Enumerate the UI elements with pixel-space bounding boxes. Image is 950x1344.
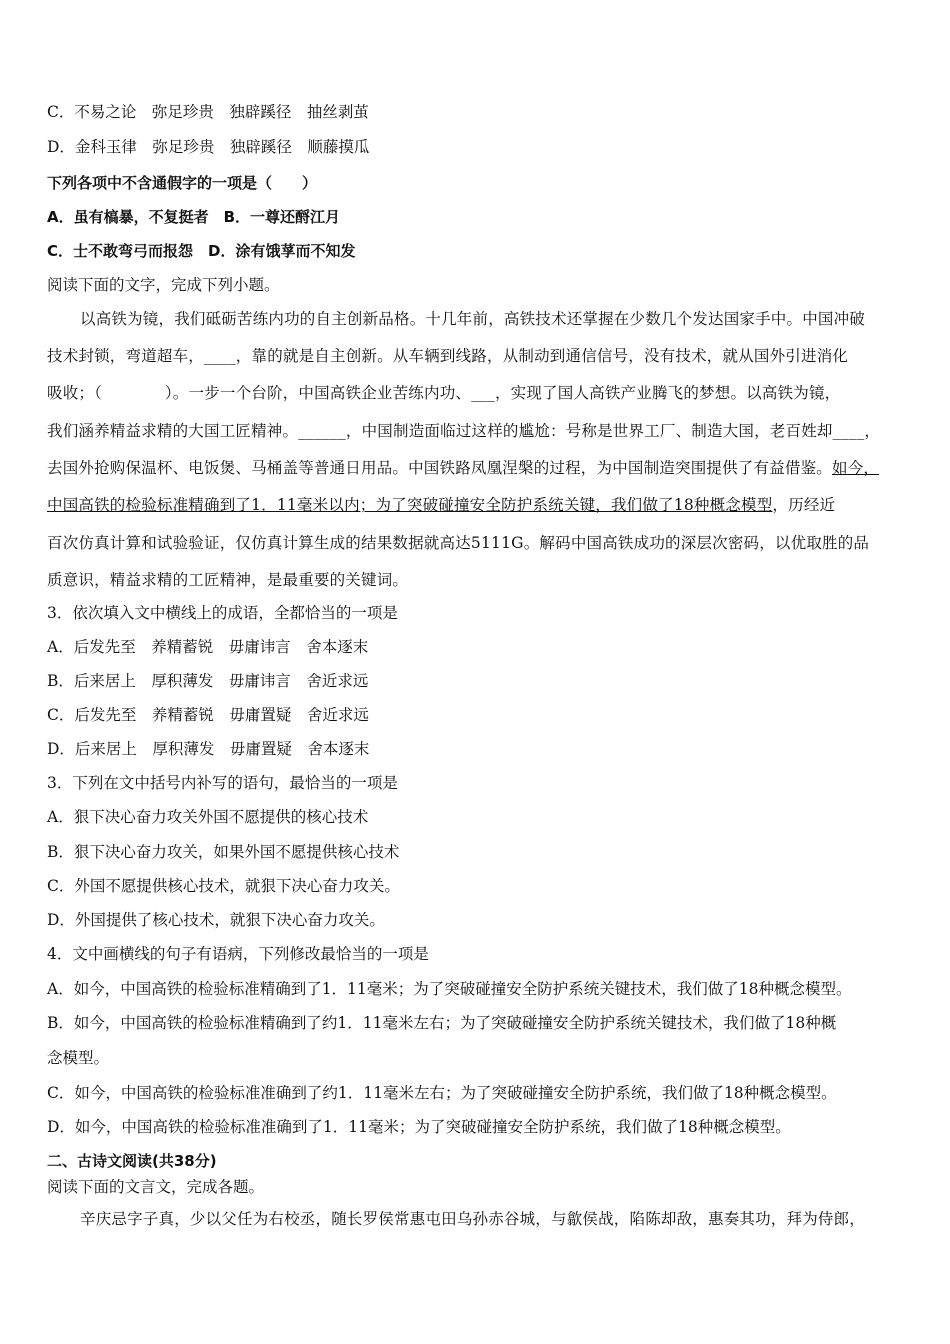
question-4-option-b-line-1: B．如今，中国高铁的检验标准精确到了约1．11毫米左右；为了突破碰撞安全防护系统关键技术，我们做了18种概	[47, 1014, 837, 1032]
passage-line-6-tail: ，历经近	[772, 496, 836, 514]
question-3a-stem: 3．依次填入文中横线上的成语，全都恰当的一项是	[47, 604, 398, 622]
question-4-option-d: D．如今，中国高铁的检验标准准确到了1．11毫米；为了突破碰撞安全防护系统，我们做了18种概念模型。	[47, 1118, 791, 1136]
passage-line-4: 我们涵养精益求精的大国工匠精神。______，中国制造面临过这样的尴尬：号称是世界工厂、制造大国，老百姓却____，	[47, 422, 881, 440]
passage-line-8: 质意识，精益求精的工匠精神，是最重要的关键词。	[47, 571, 409, 589]
question-3a-option-b: B．后来居上 厚积薄发 毋庸讳言 舍近求远	[47, 672, 369, 690]
passage-line-2: 技术封锁，弯道超车，____，靠的就是自主创新。从车辆到线路，从制动到通信信号，没有技术，就从国外引进消化	[47, 347, 849, 365]
question-3a-option-d: D．后来居上 厚积薄发 毋庸置疑 舍本逐末	[47, 740, 370, 758]
reading-instruction: 阅读下面的文字，完成下列小题。	[47, 276, 280, 294]
passage-line-7: 百次仿真计算和试验验证，仅仿真计算生成的结果数据就高达5111G。解码中国高铁成功的深层次密码，以优取胜的品	[47, 534, 870, 552]
question-3b-option-a: A．狠下决心奋力攻关外国不愿提供的核心技术	[47, 808, 369, 826]
section-2-instruction: 阅读下面的文言文，完成各题。	[47, 1178, 265, 1196]
passage-line-5-text: 去国外抢购保温杯、电饭煲、马桶盖等普通日用品。中国铁路凤凰涅槃的过程，为中国制造突围提供了有益借鉴。	[47, 459, 833, 477]
question-3a-option-a: A．后发先至 养精蓄锐 毋庸讳言 舍本逐末	[47, 638, 369, 656]
question-4-option-a: A．如今，中国高铁的检验标准精确到了1．11毫米；为了突破碰撞安全防护系统关键技术，我们做了18种概念模型。	[47, 980, 852, 998]
passage-line-1: 以高铁为镜，我们砥砺苦练内功的自主创新品格。十几年前，高铁技术还掌握在少数几个发达国家手中。中国冲破	[80, 310, 866, 328]
question-4-option-c: C．如今，中国高铁的检验标准准确到了约1．11毫米左右；为了突破碰撞安全防护系统，我们做了18种概念模型。	[47, 1084, 837, 1102]
question-4-option-b-line-2: 念模型。	[47, 1049, 110, 1067]
question-stem-tongjia: 下列各项中不含通假字的一项是（ ）	[47, 174, 318, 192]
passage-line-5	[47, 457, 926, 479]
question-3b-option-d: D．外国提供了核心技术，就狠下决心奋力攻关。	[47, 911, 385, 929]
question-3b-option-b: B．狠下决心奋力攻关，如果外国不愿提供核心技术	[47, 843, 400, 861]
underlined-sentence-start: 如今，	[832, 459, 880, 477]
options-row-cd: C．士不敢弯弓而报怨 D．涂有饿莩而不知发	[47, 242, 356, 260]
passage-line-3: 吸收；（ ）。一步一个台阶，中国高铁企业苦练内功、___，实现了国人高铁产业腾飞的梦想。以高铁为镜，	[47, 384, 841, 402]
classical-passage-line-1: 辛庆忌字子真，少以父任为右校丞，随长罗侯常惠屯田乌孙赤谷城，与歙侯战，陷陈却敌，惠奏其功，拜为侍郎，	[80, 1210, 866, 1228]
option-d-prev: D．金科玉律 弥足珍贵 独辟蹊径 顺藤摸瓜	[47, 138, 370, 156]
option-c-prev: C．不易之论 弥足珍贵 独辟蹊径 抽丝剥茧	[47, 103, 369, 121]
question-3a-option-c: C．后发先至 养精蓄锐 毋庸置疑 舍近求远	[47, 706, 369, 724]
section-2-heading: 二、古诗文阅读(共38分)	[47, 1152, 217, 1170]
question-4-stem: 4．文中画横线的句子有语病，下列修改最恰当的一项是	[47, 945, 429, 963]
underlined-sentence: 中国高铁的检验标准精确到了1．11毫米以内；为了突破碰撞安全防护系统关键，我们做了18种概念模型	[47, 496, 773, 514]
question-3b-stem: 3．下列在文中括号内补写的语句，最恰当的一项是	[47, 774, 398, 792]
options-row-ab: A．虽有槁暴，不复挺者 B．一尊还酹江月	[47, 208, 341, 226]
question-3b-option-c: C．外国不愿提供核心技术，就狠下决心奋力攻关。	[47, 877, 400, 895]
passage-line-6	[47, 494, 926, 516]
